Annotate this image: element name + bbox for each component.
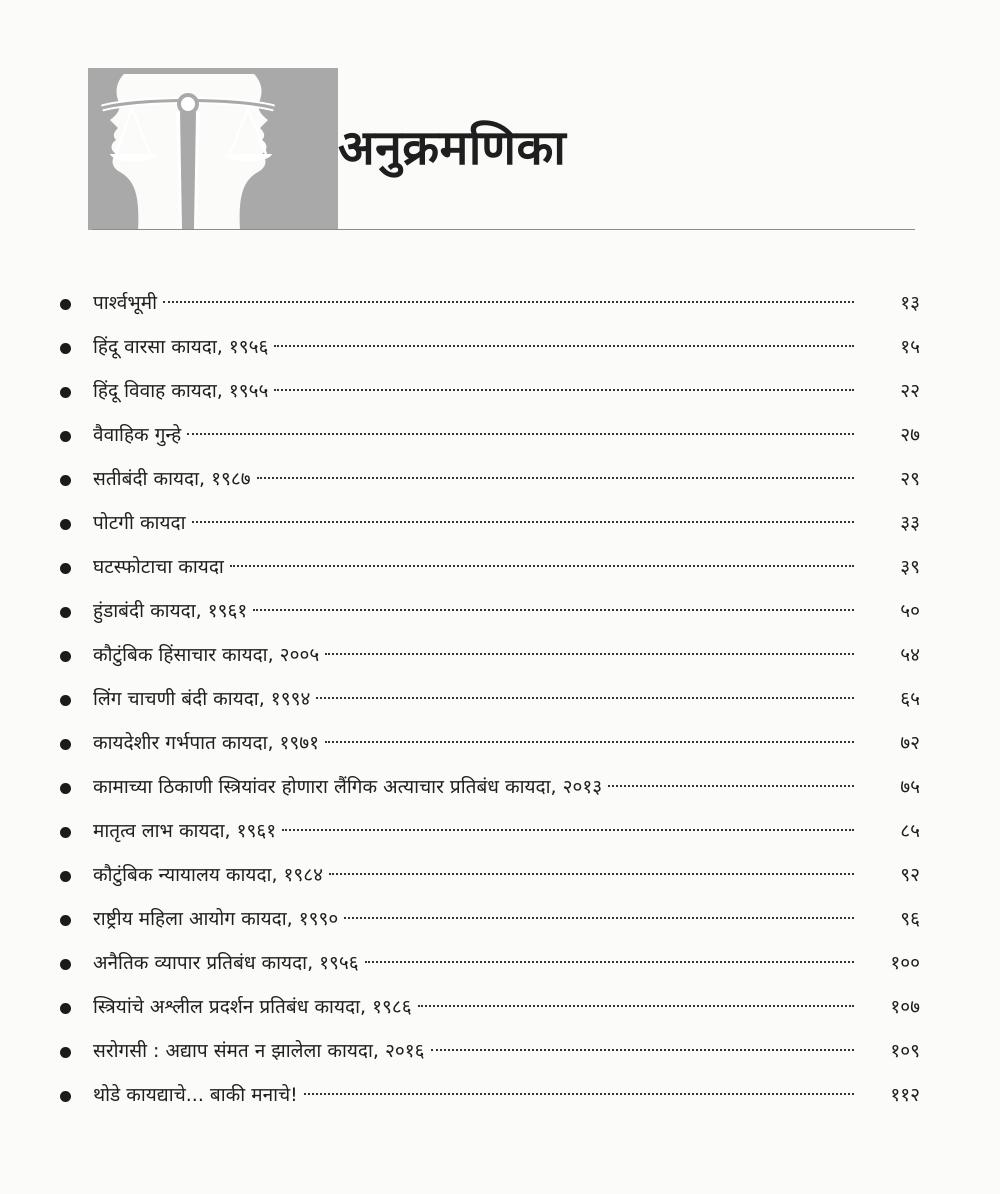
dot-leader	[418, 1005, 854, 1007]
bullet-icon	[60, 475, 71, 486]
toc-entry-page: ८५	[900, 820, 920, 842]
toc-entry-title: पोटगी कायदा	[93, 512, 186, 534]
toc-entry-title: कौटुंबिक न्यायालय कायदा, १९८४	[93, 864, 324, 886]
toc-entry-page: ९६	[900, 908, 920, 930]
bullet-icon	[60, 607, 71, 618]
bullet-icon	[60, 343, 71, 354]
toc-entry-title: सरोगसी : अद्याप संमत न झालेला कायदा, २०१६	[93, 1040, 425, 1062]
dot-leader	[163, 301, 854, 303]
toc-entry[interactable]	[60, 985, 920, 1029]
scales-of-justice-icon	[88, 68, 338, 230]
toc-entry[interactable]	[60, 545, 920, 589]
bullet-icon	[60, 1091, 71, 1102]
bullet-icon	[60, 695, 71, 706]
dot-leader	[329, 873, 854, 875]
toc-entry[interactable]	[60, 589, 920, 633]
toc-entry-title: थोडे कायद्याचे... बाकी मनाचे!	[93, 1084, 298, 1106]
toc-entry[interactable]	[60, 413, 920, 457]
toc-entry-page: २९	[900, 468, 920, 490]
toc-entry-page: १०७	[890, 996, 920, 1018]
toc-entry[interactable]	[60, 1029, 920, 1073]
header-divider	[92, 229, 915, 230]
dot-leader	[608, 785, 854, 787]
toc-entry[interactable]	[60, 941, 920, 985]
toc-entry-page: ३९	[900, 556, 920, 578]
toc-entry-page: ११२	[890, 1084, 920, 1106]
toc-entry[interactable]	[60, 501, 920, 545]
toc-entry-title: राष्ट्रीय महिला आयोग कायदा, १९९०	[93, 908, 339, 930]
toc-entry-page: ७२	[900, 732, 920, 754]
toc-entry-page: २२	[900, 380, 920, 402]
toc-entry[interactable]	[60, 325, 920, 369]
bullet-icon	[60, 1047, 71, 1058]
toc-entry-page: ७५	[900, 776, 920, 798]
toc-entry-title: मातृत्व लाभ कायदा, १९६१	[93, 820, 277, 842]
bullet-icon	[60, 871, 71, 882]
bullet-icon	[60, 651, 71, 662]
toc-entry-page: १३	[900, 292, 920, 314]
toc-entry-page: १०९	[890, 1040, 920, 1062]
toc-entry-title: अनैतिक व्यापार प्रतिबंध कायदा, १९५६	[93, 952, 359, 974]
dot-leader	[187, 433, 854, 435]
dot-leader	[253, 609, 854, 611]
toc-entry-page: ६५	[900, 688, 920, 710]
toc-entry[interactable]	[60, 369, 920, 413]
dot-leader	[316, 697, 854, 699]
bullet-icon	[60, 1003, 71, 1014]
toc-entry-title: हिंदू विवाह कायदा, १९५५	[93, 380, 269, 402]
dot-leader	[230, 565, 854, 567]
toc-entry-title: कायदेशीर गर्भपात कायदा, १९७१	[93, 732, 320, 754]
toc-entry-title: हुंडाबंदी कायदा, १९६१	[93, 600, 248, 622]
dot-leader	[365, 961, 854, 963]
toc-entry[interactable]	[60, 1073, 920, 1117]
dot-leader	[192, 521, 855, 523]
toc-entry[interactable]	[60, 457, 920, 501]
toc-entry[interactable]	[60, 721, 920, 765]
bullet-icon	[60, 387, 71, 398]
bullet-icon	[60, 739, 71, 750]
table-of-contents	[60, 281, 920, 1117]
toc-entry[interactable]	[60, 809, 920, 853]
dot-leader	[282, 829, 854, 831]
bullet-icon	[60, 431, 71, 442]
toc-entry-title: सतीबंदी कायदा, १९८७	[93, 468, 251, 490]
toc-entry-page: ५०	[900, 600, 920, 622]
toc-entry[interactable]	[60, 853, 920, 897]
dot-leader	[344, 917, 854, 919]
dot-leader	[431, 1049, 854, 1051]
dot-leader	[274, 389, 854, 391]
toc-entry-title: पार्श्वभूमी	[93, 292, 157, 314]
bullet-icon	[60, 519, 71, 530]
toc-entry-page: २७	[900, 424, 920, 446]
bullet-icon	[60, 827, 71, 838]
toc-entry[interactable]	[60, 677, 920, 721]
toc-entry[interactable]	[60, 765, 920, 809]
toc-entry-title: हिंदू वारसा कायदा, १९५६	[93, 336, 269, 358]
toc-entry-page: १५	[900, 336, 920, 358]
toc-entry-page: ५४	[900, 644, 920, 666]
page-title: अनुक्रमणिका	[338, 120, 567, 176]
toc-entry-page: ९२	[900, 864, 920, 886]
toc-entry-title: स्त्रियांचे अश्लील प्रदर्शन प्रतिबंध कायदा, १९८६	[93, 996, 412, 1018]
toc-entry-title: लिंग चाचणी बंदी कायदा, १९९४	[93, 688, 311, 710]
toc-entry-title: कौटुंबिक हिंसाचार कायदा, २००५	[93, 644, 320, 666]
dot-leader	[304, 1093, 854, 1095]
toc-entry-page: १००	[890, 952, 920, 974]
toc-entry[interactable]	[60, 897, 920, 941]
toc-entry-title: कामाच्या ठिकाणी स्त्रियांवर होणारा लैंगिक अत्याचार प्रतिबंध कायदा, २०१३	[93, 776, 603, 798]
toc-entry-page: ३३	[900, 512, 920, 534]
toc-entry[interactable]	[60, 633, 920, 677]
toc-entry[interactable]	[60, 281, 920, 325]
toc-entry-title: घटस्फोटाचा कायदा	[93, 556, 224, 578]
dot-leader	[257, 477, 854, 479]
bullet-icon	[60, 915, 71, 926]
dot-leader	[274, 345, 854, 347]
bullet-icon	[60, 783, 71, 794]
dot-leader	[325, 653, 854, 655]
toc-entry-title: वैवाहिक गुन्हे	[93, 424, 182, 446]
bullet-icon	[60, 299, 71, 310]
bullet-icon	[60, 563, 71, 574]
bullet-icon	[60, 959, 71, 970]
dot-leader	[325, 741, 854, 743]
